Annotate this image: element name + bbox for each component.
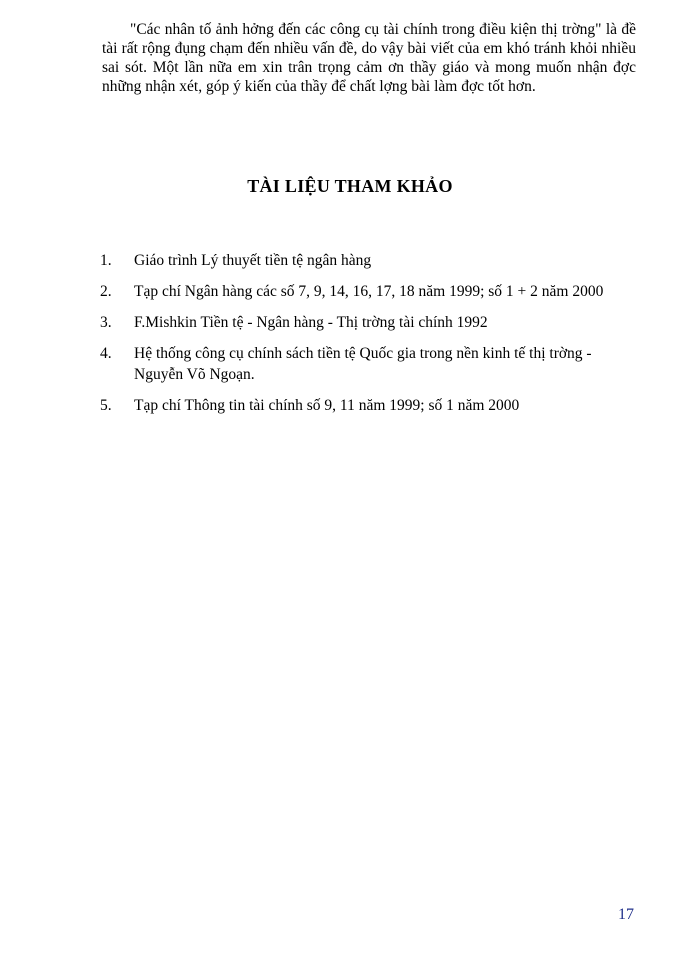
reference-number: 5. [100,397,112,414]
reference-item [100,281,640,302]
references-list [100,250,640,426]
reference-number: 3. [100,314,112,331]
reference-text: Giáo trình Lý thuyết tiền tệ ngân hàng [134,252,372,269]
reference-text: Tạp chí Thông tin tài chính số 9, 11 năm 1999; số 1 năm 2000 [134,397,520,414]
reference-item [100,343,640,385]
reference-text: Tạp chí Ngân hàng các số 7, 9, 14, 16, 17, 18 năm 1999; số 1 + 2 năm 2000 [134,283,604,300]
reference-text: F.Mishkin Tiền tệ - Ngân hàng - Thị trờng tài chính 1992 [134,314,488,331]
page-number: 17 [618,906,634,923]
intro-paragraph: "Các nhân tố ảnh hởng đến các công cụ tài chính trong điều kiện thị trờng" là đề tài rất rộng đụng chạm đến nhiều vấn đề, do vậy bài viết của em khó tránh khỏi nhiều sai sót. Một lần nữa em xin trân trọng cảm ơn thầy giáo và mong muốn nhận đợc những nhận xét, góp ý kiến của thầy để chất lợng bài làm đợc tốt hơn. [102,21,636,95]
reference-number: 4. [100,345,112,362]
reference-item [100,395,640,416]
reference-item [100,250,640,271]
reference-number: 2. [100,283,112,300]
reference-number: 1. [100,252,112,269]
reference-text: Hệ thống công cụ chính sách tiền tệ Quốc gia trong nền kinh tế thị trờng - Nguyễn Võ Ngoạn. [134,345,592,383]
reference-item [100,312,640,333]
references-heading: TÀI LIỆU THAM KHẢO [247,176,453,196]
